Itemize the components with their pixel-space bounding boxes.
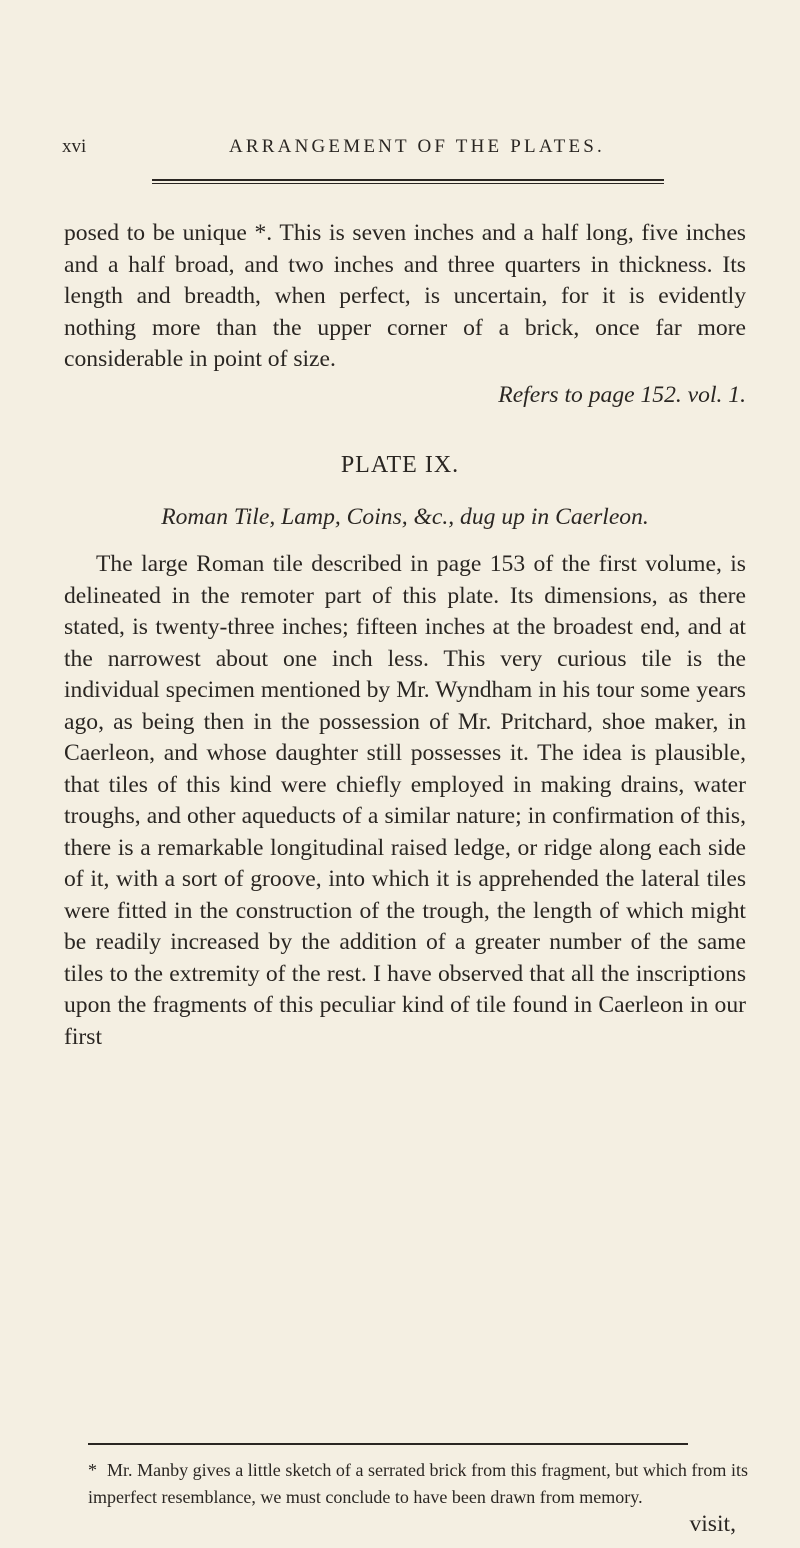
footnote-mark: *: [88, 1460, 97, 1480]
catchword: visit,: [689, 1511, 736, 1537]
plate-subtitle: Roman Tile, Lamp, Coins, &c., dug up in Caerleon.: [161, 504, 649, 530]
page-reference: Refers to page 152. vol. 1.: [498, 382, 746, 408]
footnote-text: Mr. Manby gives a little sketch of a serrated brick from this fragment, but which from its imperfect resemblance, we must conclude to have been drawn from memory.: [88, 1460, 748, 1507]
page-number: xvi: [62, 136, 87, 157]
header-double-rule: [152, 179, 664, 184]
plate-heading: PLATE IX.: [340, 452, 460, 478]
footnote: [88, 1457, 748, 1511]
paragraph-continuation: posed to be unique *. This is seven inches and a half long, five inches and a half broad, and two inches and three quarters in thickness. Its length and breadth, when perfect, is uncertain, for it is evidently nothing more than the upper corner of a brick, once far more considerable in point of size.: [64, 220, 746, 372]
plate-description: The large Roman tile described in page 153 of the first volume, is delineated in the remoter part of this plate. Its dimensions, as there stated, is twenty-three inches; fifteen inches at the broadest end, and at the narrowest about one inch less. This very curious tile is the individual specimen mentioned by Mr. Wyndham in his tour some years ago, as being then in the possession of Mr. Pritchard, shoe maker, in Caerleon, and whose daughter still possesses it. The idea is plausible, that tiles of this kind were chiefly employed in making drains, water troughs, and other aqueducts of a similar nature; in confirmation of this, there is a remarkable longitudinal raised ledge, or ridge along each side of it, with a sort of groove, into which it is apprehended the lateral tiles were fitted in the construction of the trough, the length of which might be readily increased by the addition of a greater number of the same tiles to the extremity of the rest. I have observed that all the inscriptions upon the fragments of this peculiar kind of tile found in Caerleon in our first: [64, 551, 746, 1050]
running-head: [62, 136, 742, 166]
running-title: ARRANGEMENT OF THE PLATES.: [229, 136, 605, 157]
footnote-rule: [88, 1443, 688, 1445]
